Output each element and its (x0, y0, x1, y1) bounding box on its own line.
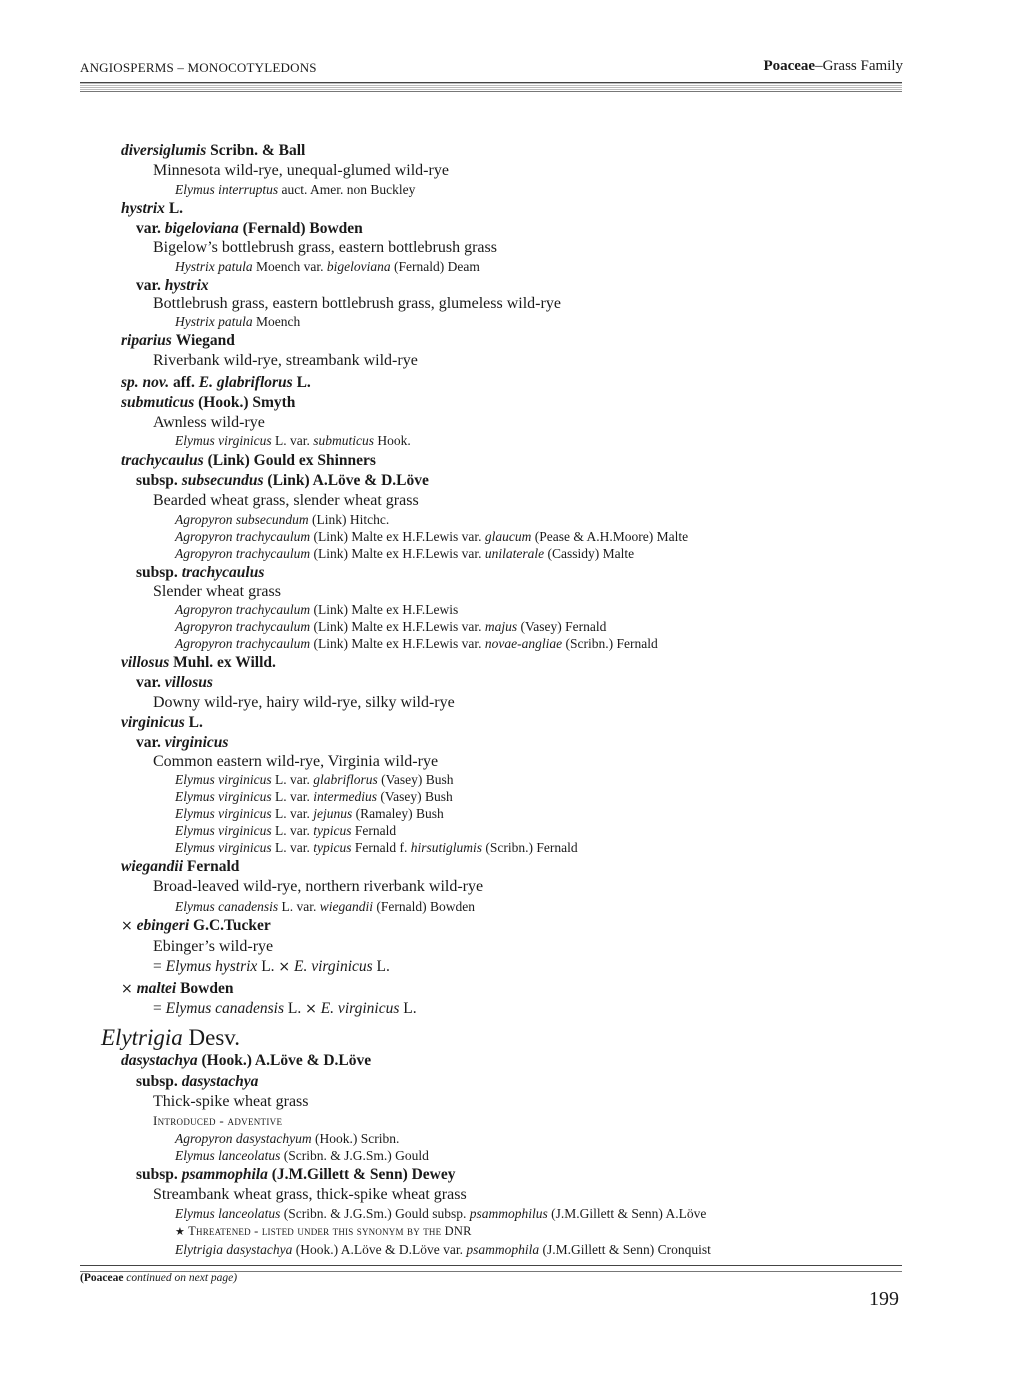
taxon-x-ebingeri: × ebingeri G.C.Tucker (121, 917, 271, 934)
hybrid-cross-icon: × (121, 918, 133, 934)
taxon-riparius: riparius Wiegand (121, 332, 235, 349)
taxon-dasystachya: dasystachya (Hook.) A.Löve & D.Löve (121, 1052, 372, 1069)
synonym: Elymus interruptus auct. Amer. non Buckley (175, 182, 416, 197)
synonym: Agropyron trachycaulum (Link) Malte ex H.F.Lewis var. unilaterale (Cassidy) Malte (175, 546, 635, 561)
common-name: Thick-spike wheat grass (153, 1093, 309, 1110)
synonym: Agropyron subsecundum (Link) Hitchc. (175, 512, 390, 527)
synonym: Elymus virginicus L. var. submuticus Hook. (175, 433, 411, 448)
header-family: Poaceae (763, 58, 816, 74)
header-family-rest: –Grass Family (815, 58, 903, 74)
running-header-right (763, 58, 903, 75)
taxon-subsp-subsecundus: subsp. subsecundus (Link) A.Löve & D.Löve (136, 472, 429, 489)
synonym: Elymus virginicus L. var. glabriflorus (Vasey) Bush (175, 772, 454, 787)
footer-rule (80, 1265, 902, 1272)
synonym: Agropyron trachycaulum (Link) Malte ex H.F.Lewis var. majus (Vasey) Fernald (175, 619, 607, 634)
synonym: Elymus virginicus L. var. typicus Fernald (175, 823, 397, 838)
synonym: Elymus canadensis L. var. wiegandii (Fernald) Bowden (175, 899, 475, 914)
common-name: Minnesota wild-rye, unequal-glumed wild-rye (153, 162, 449, 179)
genus-heading: Elytrigia Desv. (101, 1025, 241, 1050)
taxon-var-villosus: var. villosus (136, 674, 213, 691)
common-name: Broad-leaved wild-rye, northern riverbank wild-rye (153, 878, 484, 895)
common-name: Bigelow’s bottlebrush grass, eastern bottlebrush grass (153, 239, 497, 256)
taxon-x-maltei: × maltei Bowden (121, 980, 234, 997)
synonym: Hystrix patula Moench var. bigeloviana (Fernald) Deam (175, 259, 480, 274)
taxon-subsp-dasystachya: subsp. dasystachya (136, 1073, 259, 1090)
synonym: Agropyron trachycaulum (Link) Malte ex H.F.Lewis var. novae-angliae (Scribn.) Fernald (175, 636, 658, 651)
synonym: Elymus lanceolatus (Scribn. & J.G.Sm.) Gould subsp. psammophilus (J.M.Gillett & Senn) A.Löve (175, 1206, 707, 1221)
continued-note: (Poaceae continued on next page) (80, 1272, 238, 1284)
taxon-virginicus: virginicus L. (121, 714, 203, 731)
taxon-villosus: villosus Muhl. ex Willd. (121, 654, 276, 671)
author: Scribn. & Ball (210, 142, 306, 159)
taxon-var-hystrix: var. hystrix (136, 277, 209, 294)
page-number: 199 (869, 1288, 899, 1310)
taxon-subsp-trachycaulus: subsp. trachycaulus (136, 564, 265, 581)
synonym: Agropyron dasystachyum (Hook.) Scribn. (175, 1131, 400, 1146)
epithet: diversiglumis (121, 142, 207, 159)
synonym: Elymus virginicus L. var. intermedius (Vasey) Bush (175, 789, 453, 804)
taxon-hystrix (121, 200, 183, 218)
author: L. (168, 200, 184, 217)
synonym: Agropyron trachycaulum (Link) Malte ex H.F.Lewis (175, 602, 459, 617)
star-icon: ★ (175, 1225, 186, 1238)
taxon-submuticus: submuticus (Hook.) Smyth (121, 394, 296, 411)
epithet: hystrix (121, 200, 165, 217)
common-name: Slender wheat grass (153, 583, 281, 600)
taxon-trachycaulus: trachycaulus (Link) Gould ex Shinners (121, 452, 376, 469)
synonym: Elytrigia dasystachya (Hook.) A.Löve & D.Löve var. psammophila (J.M.Gillett & Senn) Cronquist (175, 1242, 711, 1257)
taxon-var-bigeloviana: var. bigeloviana (Fernald) Bowden (136, 220, 363, 237)
synonym: Agropyron trachycaulum (Link) Malte ex H.F.Lewis var. glaucum (Pease & A.H.Moore) Malte (175, 529, 689, 544)
synonym: Elymus virginicus L. var. typicus Fernald f. hirsutiglumis (Scribn.) Fernald (175, 840, 578, 855)
common-name: Bottlebrush grass, eastern bottlebrush grass, glumeless wild-rye (153, 295, 561, 312)
common-name: Common eastern wild-rye, Virginia wild-rye (153, 753, 439, 770)
taxon-subsp-psammophila: subsp. psammophila (J.M.Gillett & Senn) Dewey (136, 1166, 456, 1183)
common-name: Streambank wheat grass, thick-spike wheat grass (153, 1186, 467, 1203)
common-name: Awnless wild-rye (153, 414, 265, 431)
synonym: Elymus lanceolatus (Scribn. & J.G.Sm.) Gould (175, 1148, 429, 1163)
synonym: Elymus virginicus L. var. jejunus (Ramaley) Bush (175, 806, 444, 821)
header-rule (80, 82, 902, 92)
running-header-left: ANGIOSPERMS – MONOCOTYLEDONS (80, 60, 317, 75)
taxon-diversiglumis (121, 142, 305, 160)
hybrid-formula: = Elymus hystrix L. × E. virginicus L. (153, 958, 390, 975)
taxon-sp-nov: sp. nov. aff. E. glabriflorus L. (121, 374, 311, 391)
taxon-wiegandii: wiegandii Fernald (121, 858, 240, 875)
hybrid-cross-icon: × (121, 981, 133, 997)
synonym: Hystrix patula Moench (175, 314, 301, 329)
common-name: Downy wild-rye, hairy wild-rye, silky wild-rye (153, 694, 455, 711)
common-name: Bearded wheat grass, slender wheat grass (153, 492, 419, 509)
taxon-var-virginicus: var. virginicus (136, 734, 229, 751)
status-note: Introduced - adventive (153, 1113, 283, 1128)
common-name: Riverbank wild-rye, streambank wild-rye (153, 352, 418, 369)
hybrid-formula: = Elymus canadensis L. × E. virginicus L. (153, 1000, 417, 1017)
status-note: ★ Threatened - listed under this synonym by the DNR (175, 1224, 472, 1238)
common-name: Ebinger’s wild-rye (153, 938, 274, 955)
